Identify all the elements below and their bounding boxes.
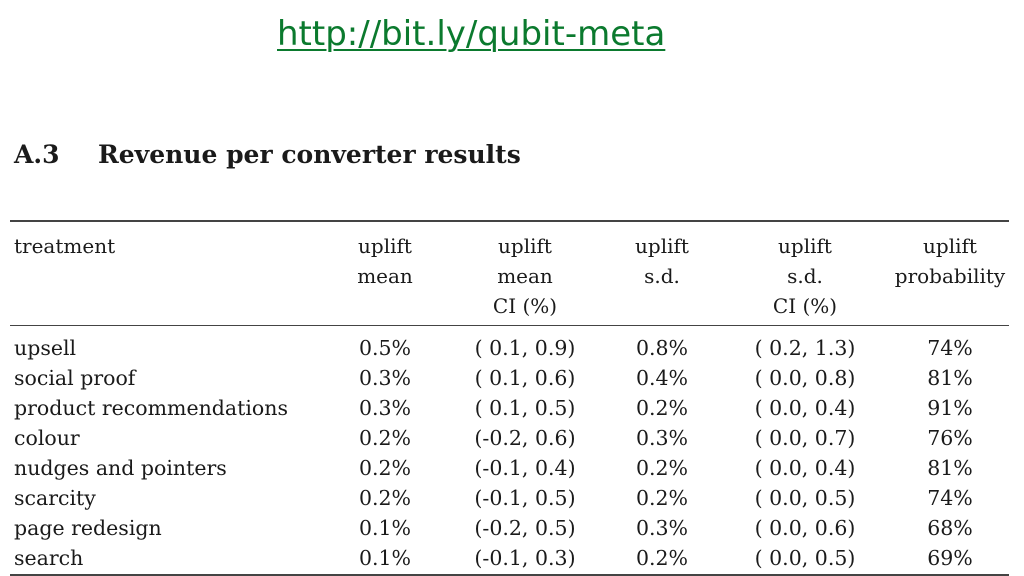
cell-treatment: page redesign bbox=[14, 516, 162, 540]
section-heading bbox=[14, 140, 521, 169]
cell-uplift-sd-ci: ( 0.0, 0.5) bbox=[754, 546, 856, 570]
cell-uplift-mean-ci: (-0.1, 0.5) bbox=[474, 486, 576, 510]
cell-uplift-sd: 0.2% bbox=[635, 396, 689, 420]
cell-uplift-mean-ci: (-0.2, 0.6) bbox=[474, 426, 576, 450]
header-uplift-sd: uplift s.d. bbox=[635, 234, 689, 288]
header-uplift-mean: uplift mean bbox=[357, 234, 413, 288]
cell-uplift-mean-ci: ( 0.1, 0.5) bbox=[474, 396, 576, 420]
cell-uplift-probability: 81% bbox=[927, 456, 973, 480]
cell-uplift-sd: 0.3% bbox=[635, 516, 689, 540]
cell-uplift-sd-ci: ( 0.0, 0.6) bbox=[754, 516, 856, 540]
cell-uplift-sd-ci: ( 0.0, 0.8) bbox=[754, 366, 856, 390]
table-row bbox=[0, 393, 1024, 423]
cell-uplift-mean: 0.2% bbox=[358, 456, 412, 480]
cell-uplift-sd: 0.3% bbox=[635, 426, 689, 450]
cell-uplift-mean: 0.1% bbox=[358, 516, 412, 540]
qubit-meta-link[interactable]: http://bit.ly/qubit-meta bbox=[277, 14, 666, 54]
cell-uplift-mean-ci: ( 0.1, 0.6) bbox=[474, 366, 576, 390]
cell-uplift-mean: 0.3% bbox=[358, 366, 412, 390]
table-row bbox=[0, 453, 1024, 483]
section-title: Revenue per converter results bbox=[98, 140, 521, 169]
table-header-rule bbox=[10, 325, 1009, 326]
cell-uplift-mean: 0.5% bbox=[358, 336, 412, 360]
cell-uplift-probability: 68% bbox=[927, 516, 973, 540]
cell-treatment: nudges and pointers bbox=[14, 456, 227, 480]
cell-treatment: colour bbox=[14, 426, 80, 450]
cell-uplift-probability: 74% bbox=[927, 336, 973, 360]
cell-uplift-sd-ci: ( 0.0, 0.5) bbox=[754, 486, 856, 510]
cell-uplift-mean-ci: (-0.2, 0.5) bbox=[474, 516, 576, 540]
cell-uplift-sd-ci: ( 0.2, 1.3) bbox=[754, 336, 856, 360]
cell-uplift-probability: 81% bbox=[927, 366, 973, 390]
cell-uplift-probability: 91% bbox=[927, 396, 973, 420]
table-row bbox=[0, 543, 1024, 573]
table-row bbox=[0, 363, 1024, 393]
table-row bbox=[0, 483, 1024, 513]
cell-treatment: product recommendations bbox=[14, 396, 288, 420]
header-uplift-mean-ci: uplift mean CI (%) bbox=[492, 234, 558, 318]
cell-uplift-probability: 76% bbox=[927, 426, 973, 450]
cell-uplift-sd: 0.2% bbox=[635, 546, 689, 570]
cell-uplift-sd-ci: ( 0.0, 0.7) bbox=[754, 426, 856, 450]
cell-treatment: upsell bbox=[14, 336, 77, 360]
cell-uplift-mean: 0.2% bbox=[358, 426, 412, 450]
cell-uplift-sd: 0.2% bbox=[635, 486, 689, 510]
cell-uplift-mean: 0.1% bbox=[358, 546, 412, 570]
table-row bbox=[0, 513, 1024, 543]
cell-uplift-probability: 74% bbox=[927, 486, 973, 510]
cell-uplift-sd-ci: ( 0.0, 0.4) bbox=[754, 396, 856, 420]
table-row bbox=[0, 423, 1024, 453]
header-treatment: treatment bbox=[14, 234, 116, 258]
cell-uplift-sd: 0.2% bbox=[635, 456, 689, 480]
cell-treatment: social proof bbox=[14, 366, 136, 390]
cell-uplift-mean: 0.3% bbox=[358, 396, 412, 420]
cell-uplift-sd: 0.4% bbox=[635, 366, 689, 390]
cell-uplift-mean-ci: (-0.1, 0.3) bbox=[474, 546, 576, 570]
cell-treatment: search bbox=[14, 546, 84, 570]
cell-uplift-sd: 0.8% bbox=[635, 336, 689, 360]
table-row bbox=[0, 333, 1024, 363]
cell-uplift-sd-ci: ( 0.0, 0.4) bbox=[754, 456, 856, 480]
cell-uplift-probability: 69% bbox=[927, 546, 973, 570]
header-uplift-sd-ci: uplift s.d. CI (%) bbox=[772, 234, 838, 318]
header-uplift-probability: uplift probability bbox=[894, 234, 1006, 288]
cell-uplift-mean: 0.2% bbox=[358, 486, 412, 510]
table-top-rule bbox=[10, 220, 1009, 222]
cell-treatment: scarcity bbox=[14, 486, 96, 510]
cell-uplift-mean-ci: ( 0.1, 0.9) bbox=[474, 336, 576, 360]
cell-uplift-mean-ci: (-0.1, 0.4) bbox=[474, 456, 576, 480]
section-number: A.3 bbox=[14, 140, 60, 169]
